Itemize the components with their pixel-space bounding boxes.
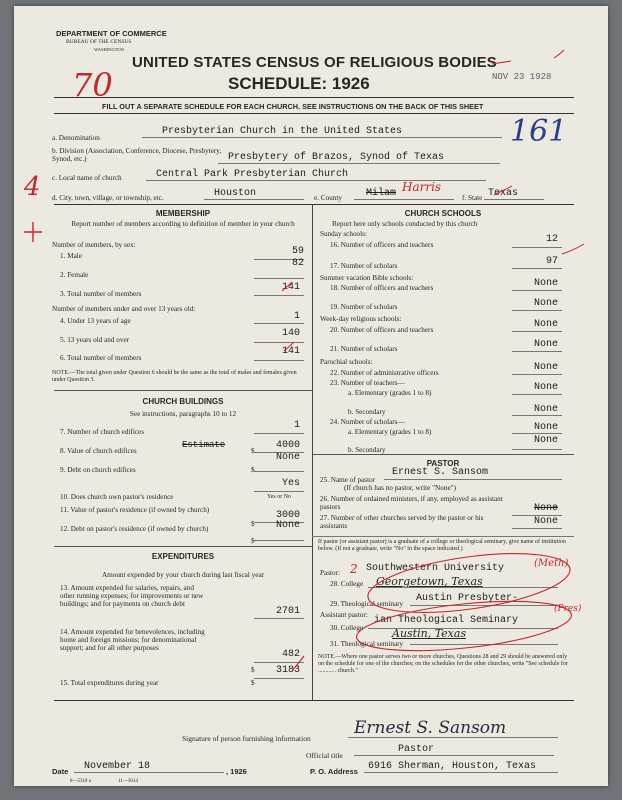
q8-dollar: $ bbox=[251, 447, 255, 455]
q16-value: 12 bbox=[545, 234, 558, 245]
red-check-q3 bbox=[282, 282, 292, 291]
received-stamp: NOV 23 1928 bbox=[492, 72, 552, 82]
city-label-field: d. City, town, village, or township, etc. bbox=[52, 194, 164, 202]
q6-value: 141 bbox=[281, 346, 300, 357]
red-checkmark-top bbox=[554, 50, 564, 58]
q9-dollar: $ bbox=[251, 466, 255, 474]
q7-value: 1 bbox=[293, 420, 300, 431]
q9-value: None bbox=[275, 452, 300, 463]
red-cross-icon bbox=[24, 222, 42, 242]
q29-label: 29. Theological seminary bbox=[330, 600, 404, 608]
department-label: DEPARTMENT OF COMMERCE bbox=[56, 29, 167, 38]
q25-label: 25. Name of pastor bbox=[320, 476, 376, 484]
q9-label: 9. Debt on church edifices bbox=[60, 466, 136, 474]
q28-handwritten-location: Georgetown, Texas bbox=[376, 575, 483, 588]
q5-value: 140 bbox=[281, 328, 300, 339]
red-annotations bbox=[14, 6, 608, 786]
separate-schedule-instruction: FILL OUT A SEPARATE SCHEDULE FOR EACH CHURCH. SEE INSTRUCTIONS ON THE BACK OF THIS SHEET bbox=[102, 102, 484, 111]
date-value: November 18 bbox=[84, 761, 151, 772]
parochial-schools-label: Parochial schools: bbox=[320, 358, 373, 366]
official-title-label: Official title bbox=[306, 751, 343, 760]
q21-label: 21. Number of scholars bbox=[330, 345, 398, 353]
schools-intro: Report here only schools conducted by this church bbox=[332, 220, 478, 228]
city-value: Houston bbox=[214, 188, 257, 199]
q18-value: None bbox=[533, 278, 558, 289]
pastor-heading: PASTOR bbox=[426, 459, 460, 468]
expenditures-heading: EXPENDITURES bbox=[151, 552, 215, 561]
schedule-title: SCHEDULE: 1926 bbox=[228, 74, 370, 93]
q1-value: 59 bbox=[291, 246, 304, 257]
q4-value: 1 bbox=[293, 311, 300, 322]
denomination-label: a. Denomination bbox=[52, 134, 100, 142]
q23-label: 23. Number of teachers— bbox=[330, 379, 405, 387]
members-by-age-label: Number of members under and over 13 years old: bbox=[52, 305, 196, 313]
q21-value: None bbox=[533, 339, 558, 350]
q24b-value: None bbox=[533, 435, 558, 446]
q8-value: 4000 bbox=[275, 440, 300, 451]
official-title-value: Pastor bbox=[398, 744, 435, 755]
q14-value: 482 bbox=[281, 649, 300, 660]
red-oval-seminary bbox=[354, 593, 573, 659]
q17-value: 97 bbox=[545, 256, 558, 267]
q24b-label: b. Secondary bbox=[348, 446, 386, 454]
red-check-q6 bbox=[284, 342, 294, 351]
q8-label: 8. Value of church edifices bbox=[60, 447, 137, 455]
summer-schools-label: Summer vacation Bible schools: bbox=[320, 274, 414, 282]
state-label: f. State bbox=[462, 194, 483, 202]
county-label: e. County bbox=[314, 194, 342, 202]
red-number-2: 2 bbox=[350, 562, 358, 576]
q22-label: 22. Number of administrative officers bbox=[330, 369, 439, 377]
q12-value: None bbox=[275, 520, 300, 531]
membership-heading: MEMBERSHIP bbox=[155, 209, 211, 218]
q29-value: Austin Presbyter- bbox=[416, 593, 519, 604]
census-form-page bbox=[14, 6, 608, 786]
q15-value: 3183 bbox=[275, 665, 300, 676]
red-margin-mark: 4 bbox=[24, 172, 41, 202]
local-name-label: c. Local name of church bbox=[52, 174, 122, 182]
pastor-note: NOTE.—Where one pastor serves two or more churches, Questions 28 and 29 should be answered only on the schedule for one of the churches; on the schedules for the other churches, write "See schedule for ............ church." bbox=[318, 654, 568, 674]
q31-handwritten-location: Austin, Texas bbox=[392, 627, 467, 640]
buildings-heading: CHURCH BUILDINGS bbox=[142, 397, 224, 406]
q22-value: None bbox=[533, 362, 558, 373]
q5-label: 5. 13 years old and over bbox=[60, 336, 130, 344]
q11-dollar: $ bbox=[251, 520, 255, 528]
q11-value: 3000 bbox=[275, 510, 300, 521]
q23a-label: a. Elementary (grades 1 to 8) bbox=[348, 389, 432, 397]
red-check-q16 bbox=[562, 244, 584, 254]
q2-label: 2. Female bbox=[60, 271, 89, 279]
q31-label: 31. Theological seminary bbox=[330, 640, 404, 648]
q28-label: 28. College bbox=[330, 580, 364, 588]
form-id: 8—5318 a bbox=[70, 779, 91, 784]
q17-label: 17. Number of scholars bbox=[330, 262, 398, 270]
q25-note: (If church has no pastor, write "None") bbox=[344, 484, 456, 492]
assistant-pastor-label: Assistant pastor: bbox=[320, 611, 368, 619]
red-oval-college bbox=[364, 543, 573, 623]
q26-value: None bbox=[533, 503, 558, 514]
q30-value: ian Theological Seminary bbox=[374, 615, 519, 626]
schools-heading: CHURCH SCHOOLS bbox=[404, 209, 482, 218]
q18-label: 18. Number of officers and teachers bbox=[330, 284, 434, 292]
q11-label: 11. Value of pastor's residence (if owned by church) bbox=[60, 506, 210, 514]
q26-label: 26. Number of ordained ministers, if any, employed as assistant pastors bbox=[320, 495, 503, 511]
signature-label: Signature of person furnishing information bbox=[182, 734, 311, 743]
q6-label: 6. Total number of members bbox=[60, 354, 142, 362]
q20-label: 20. Number of officers and teachers bbox=[330, 326, 434, 334]
q15-dollar: $ bbox=[251, 679, 255, 687]
form-id-2: 11—3014 bbox=[118, 779, 138, 784]
weekday-schools-label: Week-day religious schools: bbox=[320, 315, 402, 323]
denomination-value: Presbyterian Church in the United States bbox=[162, 126, 403, 137]
q23b-label: b. Secondary bbox=[348, 408, 386, 416]
q23b-value: None bbox=[533, 404, 558, 415]
graduate-note: If pastor (or assistant pastor) is a graduate of a college or theological seminary, give name of institution below. (If not a graduate, write "No" in the space indicated.) bbox=[318, 539, 566, 552]
q20-value: None bbox=[533, 319, 558, 330]
county-value: Milam bbox=[366, 188, 397, 199]
membership-intro: Report number of members according to definition of member in your church bbox=[71, 220, 295, 228]
q19-value: None bbox=[533, 298, 558, 309]
division-value: Presbytery of Brazos, Synod of Texas bbox=[228, 152, 445, 163]
red-handwritten-number: 70 bbox=[72, 66, 113, 104]
q8-struck-estimate: Estimate bbox=[182, 440, 226, 450]
q3-label: 3. Total number of members bbox=[60, 290, 142, 298]
division-label: b. Division (Association, Conference, Diocese, Presbytery, Synod, etc.) bbox=[52, 147, 222, 163]
date-year: , 1926 bbox=[226, 767, 247, 776]
signature-value: Ernest S. Sansom bbox=[354, 718, 507, 738]
membership-note: NOTE.—The total given under Question 6 should be the same as the total of males and females given under Question 3. bbox=[52, 370, 297, 383]
q28-value: Southwestern University bbox=[366, 563, 505, 574]
q10-label: 10. Does church own pastor's residence bbox=[60, 493, 174, 501]
q13-value: 2701 bbox=[275, 606, 300, 617]
q10-value: Yes bbox=[281, 478, 300, 489]
po-address-label: P. O. Address bbox=[310, 767, 358, 776]
q23a-value: None bbox=[533, 382, 558, 393]
buildings-intro: See instructions, paragraphs 10 to 12 bbox=[129, 410, 237, 418]
q27-value: None bbox=[533, 516, 558, 527]
meth-annotation: (Meth) bbox=[534, 558, 569, 569]
q24a-label: a. Elementary (grades 1 to 8) bbox=[348, 428, 432, 436]
pres-annotation: (Pres) bbox=[554, 604, 582, 614]
expenditures-intro: Amount expended by your church during last fiscal year bbox=[101, 571, 265, 579]
q12-label: 12. Debt on pastor's residence (if owned by church) bbox=[60, 525, 209, 533]
pastor-section-label: Pastor: bbox=[320, 569, 340, 577]
local-name-value: Central Park Presbyterian Church bbox=[156, 169, 349, 180]
county-handwritten-correction: Harris bbox=[402, 180, 442, 194]
q16-label: 16. Number of officers and teachers bbox=[330, 241, 434, 249]
blue-handwritten-number: 161 bbox=[510, 114, 568, 149]
members-by-sex-label: Number of members, by sex: bbox=[52, 241, 136, 249]
sunday-schools-label: Sunday schools: bbox=[320, 230, 367, 238]
q10-yes-or-no-note: Yes or No bbox=[266, 494, 292, 500]
q12-dollar: $ bbox=[251, 537, 255, 545]
q24a-value: None bbox=[533, 422, 558, 433]
city-label: WASHINGTON bbox=[94, 47, 124, 52]
po-address-value: 6916 Sherman, Houston, Texas bbox=[368, 761, 537, 772]
q19-label: 19. Number of scholars bbox=[330, 303, 398, 311]
q25-value: Ernest S. Sansom bbox=[392, 467, 489, 478]
bureau-label: BUREAU OF THE CENSUS bbox=[66, 39, 132, 45]
q15-label: 15. Total expenditures during year bbox=[60, 679, 159, 687]
form-title: UNITED STATES CENSUS OF RELIGIOUS BODIES bbox=[132, 54, 497, 71]
q7-label: 7. Number of church edifices bbox=[60, 428, 145, 436]
q30-label: 30. College bbox=[330, 624, 364, 632]
q14-label: 14. Amount expended for benevolences, including home and foreign missions; for denominational support; and for all other purposes bbox=[60, 628, 205, 652]
q2-value: 82 bbox=[291, 258, 304, 269]
state-value: Texas bbox=[488, 188, 519, 199]
red-check-state bbox=[494, 186, 512, 195]
q27-label: 27. Number of other churches served by the pastor or his assistants bbox=[320, 514, 484, 530]
red-check-q15 bbox=[292, 656, 304, 671]
q24-label: 24. Number of scholars— bbox=[330, 418, 405, 426]
q3-value: 141 bbox=[281, 282, 300, 293]
date-label: Date bbox=[52, 767, 69, 776]
red-stamp-mark bbox=[492, 61, 511, 64]
q13-label: 13. Amount expended for salaries, repairs, and other running expenses; for improvements or new buildings; and for payments on church debt bbox=[60, 584, 204, 608]
q1-label: 1. Male bbox=[60, 252, 82, 260]
q4-label: 4. Under 13 years of age bbox=[60, 317, 131, 325]
q14-dollar: $ bbox=[251, 666, 255, 674]
